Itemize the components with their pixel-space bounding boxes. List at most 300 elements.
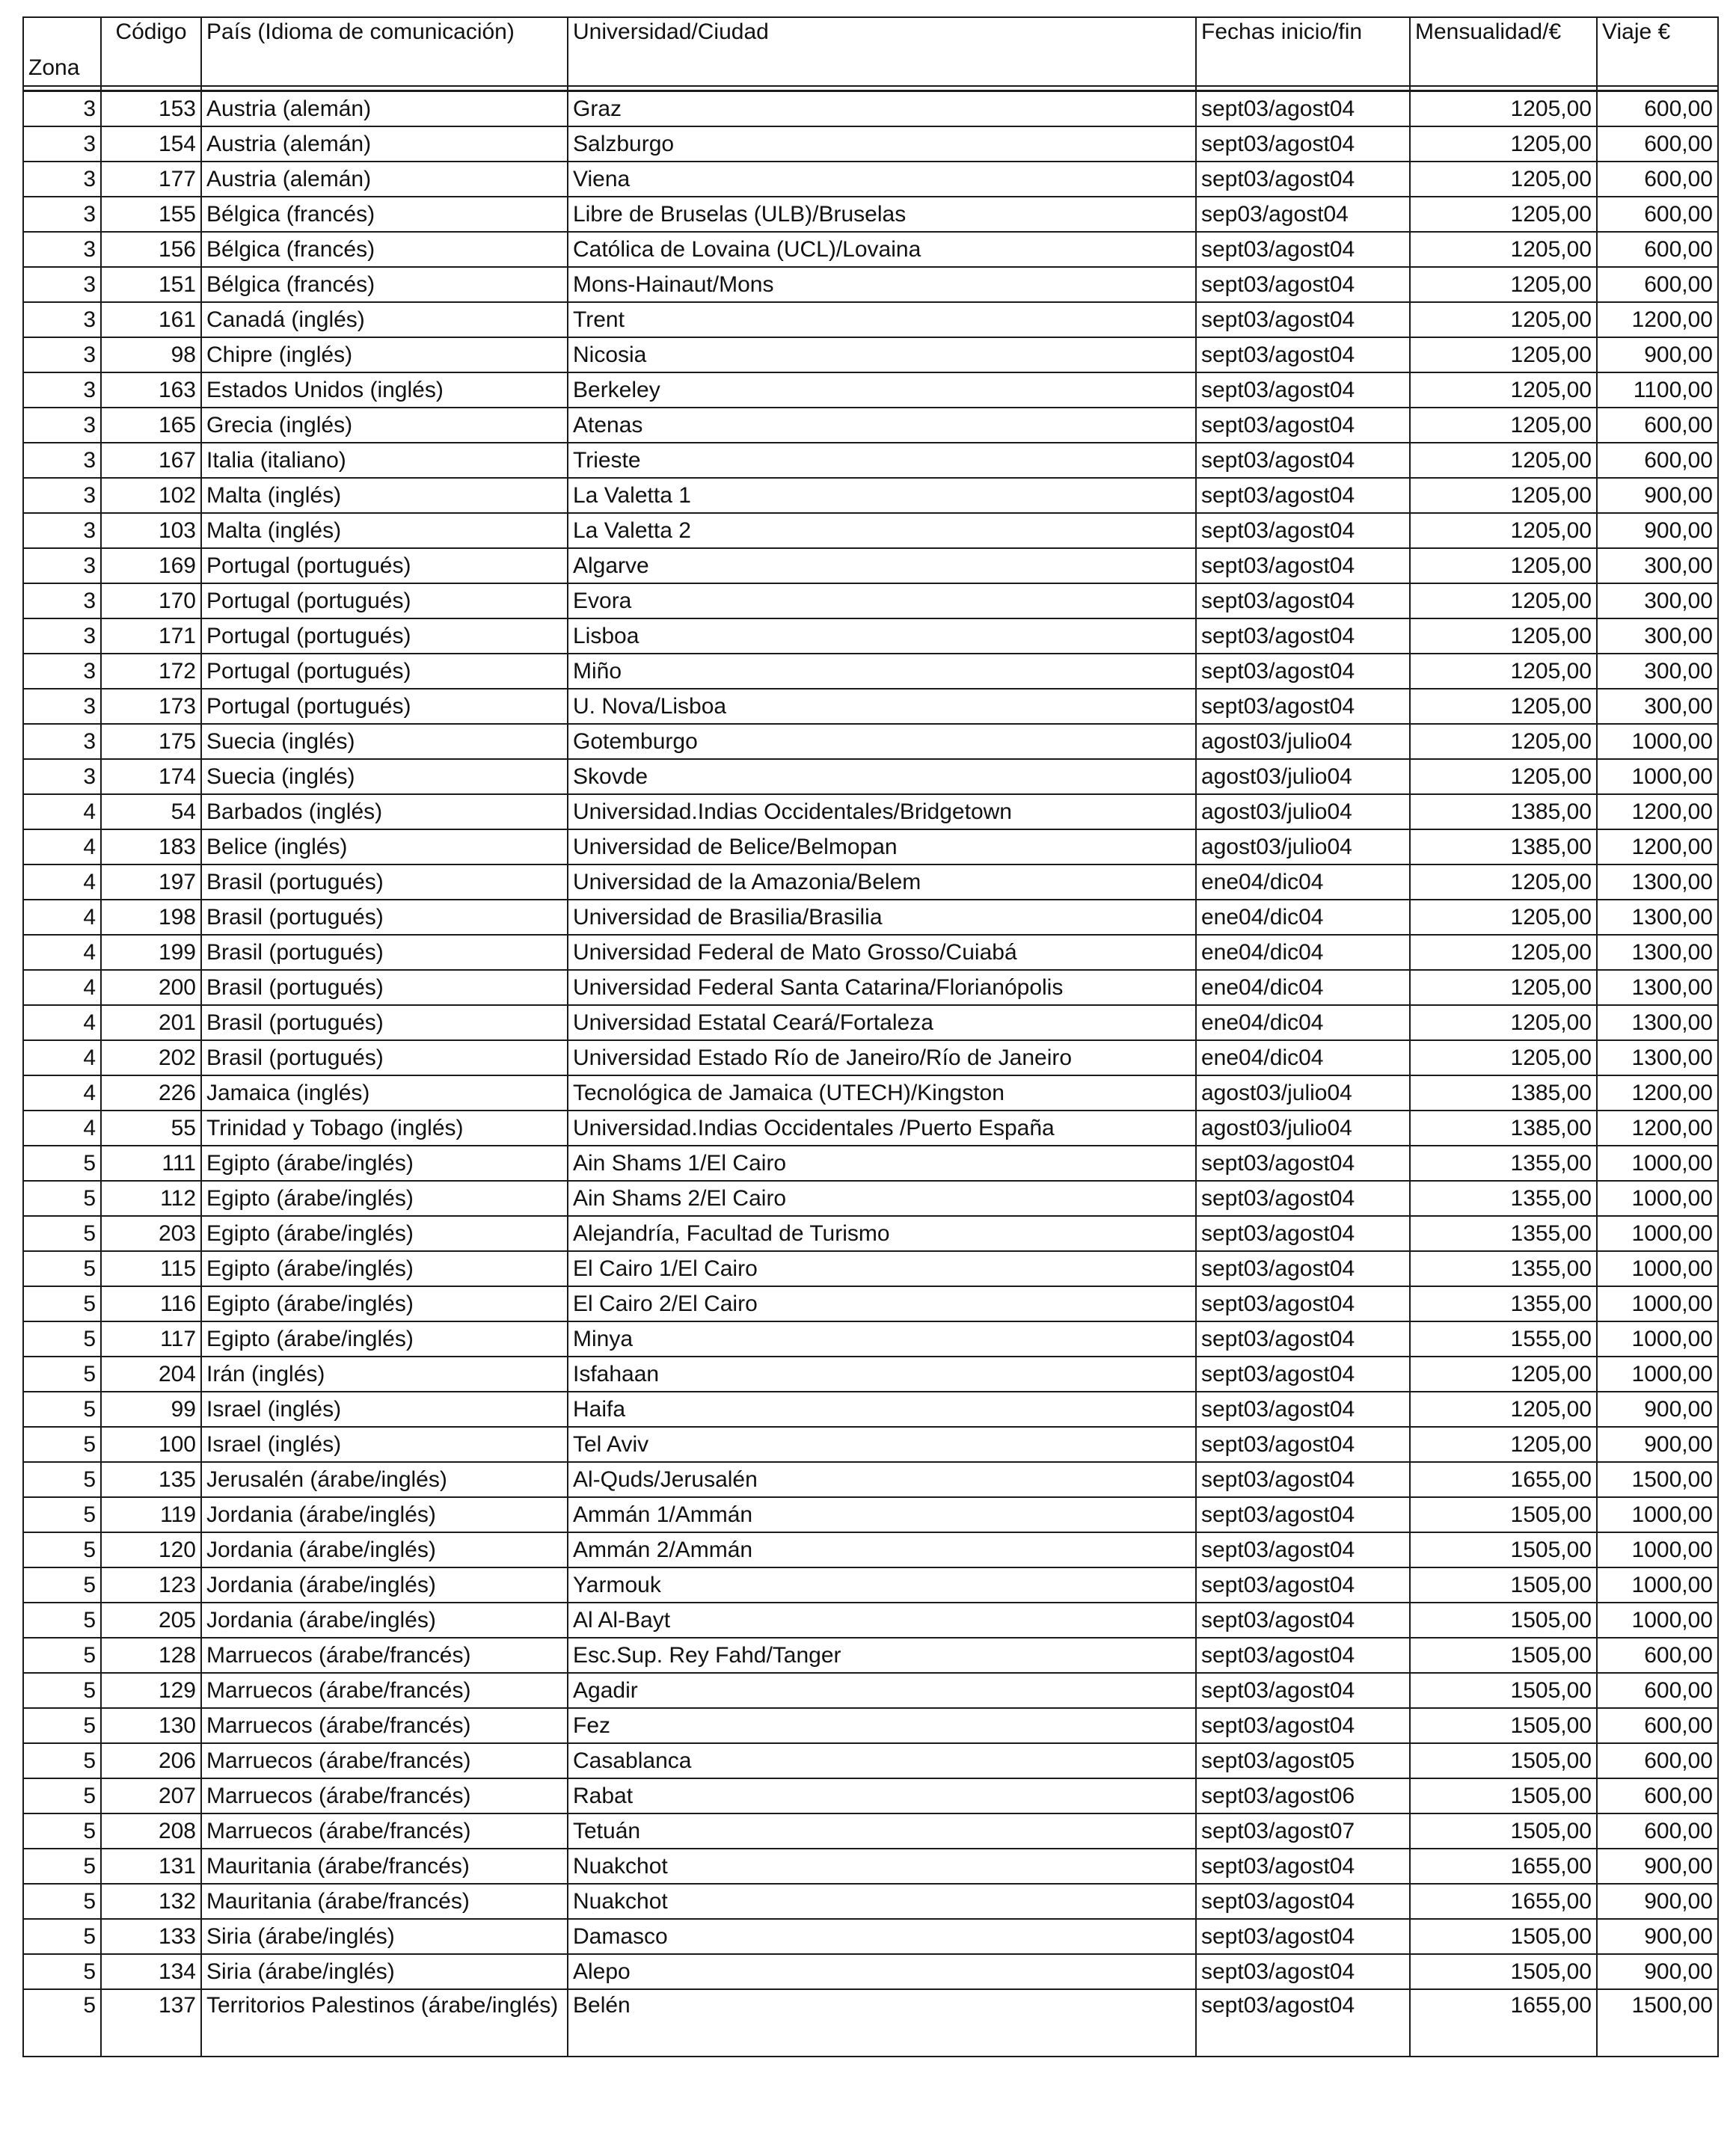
cell-universidad: Universidad de Belice/Belmopan bbox=[568, 829, 1196, 864]
cell-fechas: sep03/agost04 bbox=[1196, 197, 1410, 232]
table-row bbox=[23, 302, 1718, 337]
cell-universidad: Haifa bbox=[568, 1392, 1196, 1427]
cell-viaje: 1000,00 bbox=[1597, 759, 1718, 794]
cell-universidad: Libre de Bruselas (ULB)/Bruselas bbox=[568, 197, 1196, 232]
table-row bbox=[23, 1954, 1718, 1989]
cell-codigo: 120 bbox=[101, 1532, 201, 1567]
table-row bbox=[23, 478, 1718, 513]
cell-codigo: 129 bbox=[101, 1673, 201, 1708]
table-row bbox=[23, 1603, 1718, 1638]
cell-codigo: 208 bbox=[101, 1813, 201, 1849]
cell-codigo: 128 bbox=[101, 1638, 201, 1673]
cell-universidad: Salzburgo bbox=[568, 126, 1196, 162]
cell-universidad: Universidad.Indias Occidentales /Puerto España bbox=[568, 1111, 1196, 1146]
cell-universidad: Trent bbox=[568, 302, 1196, 337]
cell-universidad: Universidad.Indias Occidentales/Bridgetown bbox=[568, 794, 1196, 829]
cell-pais: Brasil (portugués) bbox=[201, 970, 568, 1005]
cell-pais: Portugal (portugués) bbox=[201, 548, 568, 583]
cell-zona: 5 bbox=[23, 1286, 101, 1321]
cell-mensualidad: 1505,00 bbox=[1410, 1954, 1597, 1989]
table-row bbox=[23, 513, 1718, 548]
cell-viaje: 900,00 bbox=[1597, 1392, 1718, 1427]
cell-universidad: U. Nova/Lisboa bbox=[568, 689, 1196, 724]
cell-viaje: 900,00 bbox=[1597, 1427, 1718, 1462]
cell-mensualidad: 1505,00 bbox=[1410, 1708, 1597, 1743]
cell-fechas: ene04/dic04 bbox=[1196, 900, 1410, 935]
cell-viaje: 900,00 bbox=[1597, 478, 1718, 513]
table-row bbox=[23, 583, 1718, 618]
cell-fechas: sept03/agost07 bbox=[1196, 1813, 1410, 1849]
header-zona: Zona bbox=[23, 17, 101, 86]
cell-universidad: Miño bbox=[568, 654, 1196, 689]
cell-zona: 3 bbox=[23, 197, 101, 232]
cell-mensualidad: 1505,00 bbox=[1410, 1813, 1597, 1849]
cell-zona: 5 bbox=[23, 1884, 101, 1919]
cell-pais: Canadá (inglés) bbox=[201, 302, 568, 337]
cell-universidad: La Valetta 1 bbox=[568, 478, 1196, 513]
cell-viaje: 1000,00 bbox=[1597, 1357, 1718, 1392]
cell-viaje: 600,00 bbox=[1597, 162, 1718, 197]
cell-codigo: 151 bbox=[101, 267, 201, 302]
cell-zona: 3 bbox=[23, 618, 101, 654]
cell-mensualidad: 1355,00 bbox=[1410, 1181, 1597, 1216]
cell-pais: Israel (inglés) bbox=[201, 1392, 568, 1427]
table-row bbox=[23, 1181, 1718, 1216]
table-row bbox=[23, 829, 1718, 864]
table-row bbox=[23, 654, 1718, 689]
cell-fechas: sept03/agost04 bbox=[1196, 372, 1410, 408]
table-row bbox=[23, 1673, 1718, 1708]
cell-mensualidad: 1505,00 bbox=[1410, 1603, 1597, 1638]
cell-codigo: 133 bbox=[101, 1919, 201, 1954]
cell-mensualidad: 1655,00 bbox=[1410, 1989, 1597, 2057]
table-row bbox=[23, 935, 1718, 970]
cell-mensualidad: 1205,00 bbox=[1410, 724, 1597, 759]
cell-mensualidad: 1205,00 bbox=[1410, 1040, 1597, 1075]
cell-mensualidad: 1385,00 bbox=[1410, 1075, 1597, 1111]
table-row bbox=[23, 372, 1718, 408]
cell-codigo: 204 bbox=[101, 1357, 201, 1392]
cell-zona: 5 bbox=[23, 1216, 101, 1251]
cell-viaje: 600,00 bbox=[1597, 197, 1718, 232]
cell-codigo: 174 bbox=[101, 759, 201, 794]
cell-pais: Austria (alemán) bbox=[201, 126, 568, 162]
cell-zona: 5 bbox=[23, 1567, 101, 1603]
cell-fechas: sept03/agost04 bbox=[1196, 1532, 1410, 1567]
cell-mensualidad: 1205,00 bbox=[1410, 618, 1597, 654]
cell-universidad: Al Al-Bayt bbox=[568, 1603, 1196, 1638]
cell-universidad: Isfahaan bbox=[568, 1357, 1196, 1392]
cell-universidad: Nuakchot bbox=[568, 1849, 1196, 1884]
cell-codigo: 102 bbox=[101, 478, 201, 513]
cell-universidad: Damasco bbox=[568, 1919, 1196, 1954]
cell-fechas: sept03/agost04 bbox=[1196, 1357, 1410, 1392]
header-pais: País (Idioma de comunicación) bbox=[201, 17, 568, 86]
cell-universidad: Universidad de la Amazonia/Belem bbox=[568, 864, 1196, 900]
cell-mensualidad: 1205,00 bbox=[1410, 302, 1597, 337]
cell-pais: Egipto (árabe/inglés) bbox=[201, 1321, 568, 1357]
cell-zona: 5 bbox=[23, 1638, 101, 1673]
cell-viaje: 600,00 bbox=[1597, 1743, 1718, 1778]
cell-zona: 3 bbox=[23, 478, 101, 513]
cell-viaje: 300,00 bbox=[1597, 654, 1718, 689]
cell-universidad: Nicosia bbox=[568, 337, 1196, 372]
cell-universidad: Nuakchot bbox=[568, 1884, 1196, 1919]
cell-pais: Austria (alemán) bbox=[201, 91, 568, 127]
cell-zona: 5 bbox=[23, 1321, 101, 1357]
table-row bbox=[23, 1462, 1718, 1497]
cell-codigo: 135 bbox=[101, 1462, 201, 1497]
cell-fechas: sept03/agost04 bbox=[1196, 126, 1410, 162]
cell-viaje: 600,00 bbox=[1597, 126, 1718, 162]
cell-universidad: Rabat bbox=[568, 1778, 1196, 1813]
cell-universidad: Ain Shams 2/El Cairo bbox=[568, 1181, 1196, 1216]
cell-pais: Belice (inglés) bbox=[201, 829, 568, 864]
cell-pais: Chipre (inglés) bbox=[201, 337, 568, 372]
cell-zona: 4 bbox=[23, 794, 101, 829]
cell-fechas: sept03/agost06 bbox=[1196, 1778, 1410, 1813]
table-row bbox=[23, 970, 1718, 1005]
cell-fechas: sept03/agost04 bbox=[1196, 1462, 1410, 1497]
cell-fechas: sept03/agost04 bbox=[1196, 618, 1410, 654]
cell-fechas: sept03/agost04 bbox=[1196, 1989, 1410, 2057]
cell-universidad: Alepo bbox=[568, 1954, 1196, 1989]
cell-fechas: sept03/agost04 bbox=[1196, 1567, 1410, 1603]
table-row bbox=[23, 689, 1718, 724]
cell-viaje: 1000,00 bbox=[1597, 1532, 1718, 1567]
cell-universidad: Universidad Estado Río de Janeiro/Río de Janeiro bbox=[568, 1040, 1196, 1075]
cell-zona: 5 bbox=[23, 1778, 101, 1813]
cell-viaje: 600,00 bbox=[1597, 91, 1718, 127]
cell-pais: Marruecos (árabe/francés) bbox=[201, 1638, 568, 1673]
cell-mensualidad: 1205,00 bbox=[1410, 408, 1597, 443]
table-row bbox=[23, 232, 1718, 267]
cell-viaje: 600,00 bbox=[1597, 408, 1718, 443]
cell-codigo: 226 bbox=[101, 1075, 201, 1111]
cell-zona: 5 bbox=[23, 1708, 101, 1743]
cell-zona: 5 bbox=[23, 1954, 101, 1989]
cell-universidad: Minya bbox=[568, 1321, 1196, 1357]
cell-viaje: 1000,00 bbox=[1597, 1216, 1718, 1251]
table-row bbox=[23, 197, 1718, 232]
table-row bbox=[23, 1392, 1718, 1427]
cell-codigo: 205 bbox=[101, 1603, 201, 1638]
cell-pais: Brasil (portugués) bbox=[201, 1040, 568, 1075]
cell-codigo: 161 bbox=[101, 302, 201, 337]
cell-fechas: sept03/agost04 bbox=[1196, 513, 1410, 548]
cell-viaje: 1200,00 bbox=[1597, 829, 1718, 864]
table-body bbox=[23, 91, 1718, 2057]
cell-codigo: 132 bbox=[101, 1884, 201, 1919]
cell-zona: 5 bbox=[23, 1497, 101, 1532]
cell-viaje: 600,00 bbox=[1597, 1708, 1718, 1743]
cell-codigo: 172 bbox=[101, 654, 201, 689]
header-codigo: Código bbox=[101, 17, 201, 86]
cell-codigo: 202 bbox=[101, 1040, 201, 1075]
cell-viaje: 600,00 bbox=[1597, 443, 1718, 478]
cell-fechas: sept03/agost04 bbox=[1196, 583, 1410, 618]
cell-universidad: Universidad Federal Santa Catarina/Florianópolis bbox=[568, 970, 1196, 1005]
cell-pais: Jordania (árabe/inglés) bbox=[201, 1603, 568, 1638]
cell-universidad: Ammán 1/Ammán bbox=[568, 1497, 1196, 1532]
cell-zona: 5 bbox=[23, 1743, 101, 1778]
cell-viaje: 900,00 bbox=[1597, 1849, 1718, 1884]
cell-viaje: 1500,00 bbox=[1597, 1989, 1718, 2057]
cell-codigo: 206 bbox=[101, 1743, 201, 1778]
cell-codigo: 170 bbox=[101, 583, 201, 618]
cell-pais: Bélgica (francés) bbox=[201, 267, 568, 302]
cell-viaje: 1000,00 bbox=[1597, 1286, 1718, 1321]
cell-codigo: 177 bbox=[101, 162, 201, 197]
cell-viaje: 300,00 bbox=[1597, 583, 1718, 618]
table-row bbox=[23, 1743, 1718, 1778]
cell-fechas: sept03/agost04 bbox=[1196, 232, 1410, 267]
cell-viaje: 1300,00 bbox=[1597, 1040, 1718, 1075]
cell-fechas: agost03/julio04 bbox=[1196, 759, 1410, 794]
cell-mensualidad: 1205,00 bbox=[1410, 197, 1597, 232]
table-row bbox=[23, 91, 1718, 127]
cell-viaje: 600,00 bbox=[1597, 232, 1718, 267]
cell-mensualidad: 1205,00 bbox=[1410, 864, 1597, 900]
cell-viaje: 1000,00 bbox=[1597, 1146, 1718, 1181]
cell-codigo: 99 bbox=[101, 1392, 201, 1427]
cell-mensualidad: 1505,00 bbox=[1410, 1778, 1597, 1813]
cell-viaje: 1200,00 bbox=[1597, 302, 1718, 337]
cell-pais: Jordania (árabe/inglés) bbox=[201, 1497, 568, 1532]
cell-pais: Brasil (portugués) bbox=[201, 935, 568, 970]
table-row bbox=[23, 548, 1718, 583]
cell-fechas: sept03/agost04 bbox=[1196, 1708, 1410, 1743]
cell-pais: Bélgica (francés) bbox=[201, 197, 568, 232]
cell-pais: Grecia (inglés) bbox=[201, 408, 568, 443]
cell-mensualidad: 1655,00 bbox=[1410, 1849, 1597, 1884]
cell-mensualidad: 1205,00 bbox=[1410, 1357, 1597, 1392]
cell-fechas: ene04/dic04 bbox=[1196, 970, 1410, 1005]
cell-pais: Brasil (portugués) bbox=[201, 864, 568, 900]
cell-codigo: 123 bbox=[101, 1567, 201, 1603]
table-row bbox=[23, 162, 1718, 197]
cell-pais: Austria (alemán) bbox=[201, 162, 568, 197]
university-table bbox=[22, 16, 1719, 2057]
table-row bbox=[23, 1075, 1718, 1111]
table-row bbox=[23, 864, 1718, 900]
header-universidad: Universidad/Ciudad bbox=[568, 17, 1196, 86]
header-fechas: Fechas inicio/fin bbox=[1196, 17, 1410, 86]
cell-codigo: 198 bbox=[101, 900, 201, 935]
table-row bbox=[23, 1884, 1718, 1919]
cell-codigo: 154 bbox=[101, 126, 201, 162]
cell-mensualidad: 1205,00 bbox=[1410, 443, 1597, 478]
table-row bbox=[23, 1040, 1718, 1075]
cell-mensualidad: 1505,00 bbox=[1410, 1919, 1597, 1954]
table-row bbox=[23, 794, 1718, 829]
table-row bbox=[23, 1708, 1718, 1743]
cell-universidad: Mons-Hainaut/Mons bbox=[568, 267, 1196, 302]
cell-fechas: ene04/dic04 bbox=[1196, 1040, 1410, 1075]
cell-fechas: sept03/agost04 bbox=[1196, 1603, 1410, 1638]
cell-codigo: 197 bbox=[101, 864, 201, 900]
cell-zona: 5 bbox=[23, 1849, 101, 1884]
cell-zona: 3 bbox=[23, 654, 101, 689]
cell-universidad: Al-Quds/Jerusalén bbox=[568, 1462, 1196, 1497]
cell-pais: Egipto (árabe/inglés) bbox=[201, 1146, 568, 1181]
cell-mensualidad: 1205,00 bbox=[1410, 654, 1597, 689]
cell-codigo: 156 bbox=[101, 232, 201, 267]
cell-fechas: sept03/agost04 bbox=[1196, 1954, 1410, 1989]
table-row bbox=[23, 1567, 1718, 1603]
table-row bbox=[23, 1286, 1718, 1321]
table-row bbox=[23, 1427, 1718, 1462]
cell-viaje: 1100,00 bbox=[1597, 372, 1718, 408]
cell-viaje: 1300,00 bbox=[1597, 970, 1718, 1005]
cell-fechas: sept03/agost04 bbox=[1196, 1321, 1410, 1357]
cell-codigo: 134 bbox=[101, 1954, 201, 1989]
cell-fechas: agost03/julio04 bbox=[1196, 794, 1410, 829]
cell-viaje: 1000,00 bbox=[1597, 1321, 1718, 1357]
cell-pais: Marruecos (árabe/francés) bbox=[201, 1778, 568, 1813]
cell-viaje: 900,00 bbox=[1597, 1884, 1718, 1919]
cell-viaje: 300,00 bbox=[1597, 689, 1718, 724]
cell-universidad: Lisboa bbox=[568, 618, 1196, 654]
cell-pais: Egipto (árabe/inglés) bbox=[201, 1251, 568, 1286]
cell-universidad: Evora bbox=[568, 583, 1196, 618]
cell-fechas: sept03/agost04 bbox=[1196, 548, 1410, 583]
cell-fechas: sept03/agost04 bbox=[1196, 1286, 1410, 1321]
cell-universidad: Yarmouk bbox=[568, 1567, 1196, 1603]
cell-zona: 4 bbox=[23, 1040, 101, 1075]
cell-zona: 5 bbox=[23, 1919, 101, 1954]
cell-mensualidad: 1385,00 bbox=[1410, 829, 1597, 864]
cell-pais: Marruecos (árabe/francés) bbox=[201, 1813, 568, 1849]
cell-fechas: agost03/julio04 bbox=[1196, 1075, 1410, 1111]
cell-mensualidad: 1655,00 bbox=[1410, 1462, 1597, 1497]
cell-zona: 3 bbox=[23, 372, 101, 408]
cell-universidad: Skovde bbox=[568, 759, 1196, 794]
cell-zona: 4 bbox=[23, 970, 101, 1005]
cell-pais: Suecia (inglés) bbox=[201, 724, 568, 759]
cell-codigo: 112 bbox=[101, 1181, 201, 1216]
cell-mensualidad: 1355,00 bbox=[1410, 1146, 1597, 1181]
cell-mensualidad: 1205,00 bbox=[1410, 372, 1597, 408]
cell-pais: Egipto (árabe/inglés) bbox=[201, 1216, 568, 1251]
table-row bbox=[23, 126, 1718, 162]
cell-viaje: 1200,00 bbox=[1597, 1075, 1718, 1111]
table-header bbox=[23, 17, 1718, 91]
cell-zona: 3 bbox=[23, 759, 101, 794]
cell-codigo: 165 bbox=[101, 408, 201, 443]
cell-universidad: Tetuán bbox=[568, 1813, 1196, 1849]
cell-pais: Portugal (portugués) bbox=[201, 654, 568, 689]
cell-viaje: 1300,00 bbox=[1597, 864, 1718, 900]
cell-zona: 5 bbox=[23, 1673, 101, 1708]
cell-viaje: 600,00 bbox=[1597, 1813, 1718, 1849]
cell-pais: Suecia (inglés) bbox=[201, 759, 568, 794]
cell-zona: 3 bbox=[23, 232, 101, 267]
cell-universidad: Ammán 2/Ammán bbox=[568, 1532, 1196, 1567]
cell-universidad: Fez bbox=[568, 1708, 1196, 1743]
cell-codigo: 116 bbox=[101, 1286, 201, 1321]
cell-mensualidad: 1205,00 bbox=[1410, 548, 1597, 583]
cell-universidad: Atenas bbox=[568, 408, 1196, 443]
cell-pais: Mauritania (árabe/francés) bbox=[201, 1849, 568, 1884]
cell-mensualidad: 1205,00 bbox=[1410, 267, 1597, 302]
table-row bbox=[23, 1849, 1718, 1884]
cell-pais: Bélgica (francés) bbox=[201, 232, 568, 267]
cell-viaje: 900,00 bbox=[1597, 1954, 1718, 1989]
cell-codigo: 183 bbox=[101, 829, 201, 864]
cell-fechas: sept03/agost04 bbox=[1196, 337, 1410, 372]
cell-zona: 3 bbox=[23, 267, 101, 302]
cell-viaje: 1000,00 bbox=[1597, 1497, 1718, 1532]
cell-zona: 3 bbox=[23, 302, 101, 337]
cell-pais: Marruecos (árabe/francés) bbox=[201, 1673, 568, 1708]
cell-viaje: 1300,00 bbox=[1597, 1005, 1718, 1040]
cell-pais: Brasil (portugués) bbox=[201, 900, 568, 935]
cell-viaje: 900,00 bbox=[1597, 337, 1718, 372]
cell-pais: Brasil (portugués) bbox=[201, 1005, 568, 1040]
cell-codigo: 169 bbox=[101, 548, 201, 583]
cell-pais: Marruecos (árabe/francés) bbox=[201, 1743, 568, 1778]
cell-codigo: 117 bbox=[101, 1321, 201, 1357]
cell-universidad: Trieste bbox=[568, 443, 1196, 478]
cell-mensualidad: 1205,00 bbox=[1410, 162, 1597, 197]
cell-universidad: Católica de Lovaina (UCL)/Lovaina bbox=[568, 232, 1196, 267]
cell-mensualidad: 1205,00 bbox=[1410, 759, 1597, 794]
cell-pais: Portugal (portugués) bbox=[201, 689, 568, 724]
table-row bbox=[23, 337, 1718, 372]
cell-zona: 3 bbox=[23, 408, 101, 443]
cell-pais: Siria (árabe/inglés) bbox=[201, 1919, 568, 1954]
cell-zona: 4 bbox=[23, 1075, 101, 1111]
cell-universidad: Universidad Federal de Mato Grosso/Cuiabá bbox=[568, 935, 1196, 970]
cell-viaje: 1300,00 bbox=[1597, 900, 1718, 935]
cell-codigo: 207 bbox=[101, 1778, 201, 1813]
table-row bbox=[23, 1146, 1718, 1181]
cell-mensualidad: 1505,00 bbox=[1410, 1532, 1597, 1567]
cell-codigo: 203 bbox=[101, 1216, 201, 1251]
cell-fechas: agost03/julio04 bbox=[1196, 1111, 1410, 1146]
cell-zona: 5 bbox=[23, 1989, 101, 2057]
cell-mensualidad: 1385,00 bbox=[1410, 1111, 1597, 1146]
cell-codigo: 171 bbox=[101, 618, 201, 654]
table-row bbox=[23, 724, 1718, 759]
table-row bbox=[23, 1989, 1718, 2057]
cell-zona: 5 bbox=[23, 1462, 101, 1497]
cell-universidad: Tecnológica de Jamaica (UTECH)/Kingston bbox=[568, 1075, 1196, 1111]
cell-mensualidad: 1205,00 bbox=[1410, 1427, 1597, 1462]
table-row bbox=[23, 1497, 1718, 1532]
table-row bbox=[23, 900, 1718, 935]
cell-zona: 5 bbox=[23, 1357, 101, 1392]
cell-fechas: sept03/agost04 bbox=[1196, 1638, 1410, 1673]
cell-zona: 3 bbox=[23, 724, 101, 759]
cell-pais: Malta (inglés) bbox=[201, 513, 568, 548]
cell-viaje: 1000,00 bbox=[1597, 1603, 1718, 1638]
cell-codigo: 100 bbox=[101, 1427, 201, 1462]
cell-viaje: 1500,00 bbox=[1597, 1462, 1718, 1497]
cell-fechas: sept03/agost04 bbox=[1196, 162, 1410, 197]
table-row bbox=[23, 1532, 1718, 1567]
table-row bbox=[23, 1813, 1718, 1849]
cell-codigo: 119 bbox=[101, 1497, 201, 1532]
cell-fechas: sept03/agost04 bbox=[1196, 443, 1410, 478]
cell-fechas: ene04/dic04 bbox=[1196, 935, 1410, 970]
cell-mensualidad: 1205,00 bbox=[1410, 900, 1597, 935]
cell-pais: Jamaica (inglés) bbox=[201, 1075, 568, 1111]
cell-viaje: 1300,00 bbox=[1597, 935, 1718, 970]
cell-zona: 5 bbox=[23, 1532, 101, 1567]
cell-fechas: sept03/agost04 bbox=[1196, 1919, 1410, 1954]
